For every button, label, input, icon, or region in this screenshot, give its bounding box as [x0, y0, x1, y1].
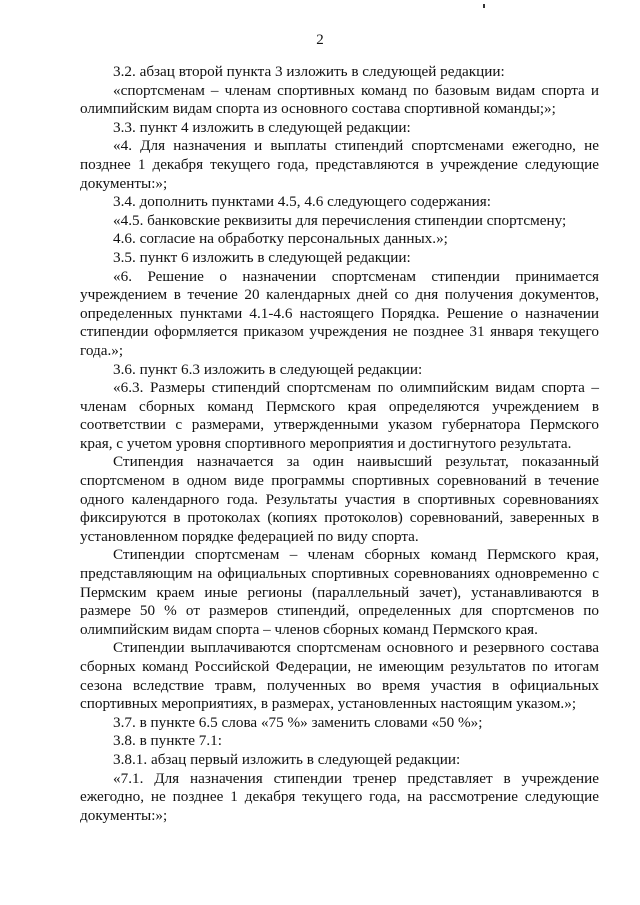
paragraph: 3.2. абзац второй пункта 3 изложить в следующей редакции: [113, 63, 505, 80]
paragraph: 3.5. пункт 6 изложить в следующей редакции: [113, 248, 411, 266]
paragraph: Стипендии выплачиваются спортсменам основного и резервного состава сборных команд Российской Федерации, не имеющим результатов по итогам сезона вследствие травм, полученных во время участия в официальных спортивных мероприятиях, в размерах, установленных настоящим указом.»; [80, 639, 599, 713]
paragraph: «6.3. Размеры стипендий спортсменам по олимпийским видам спорта – членам сборных команд Пермского края определяются учреждением в соответствии с размерами, утвержденными указом губернатора Пермского края, с учетом уровня спортивного мероприятия и достигнутого результата. [80, 379, 599, 452]
paragraph: 3.6. пункт 6.3 изложить в следующей редакции: [113, 360, 423, 378]
paragraph: Стипендия назначается за один наивысший результат, показанный спортсменом в одном виде программы спортивных соревнований в течение одного календарного года. Результаты участия в спортивных соревнованиях фиксируются в протоколах (копиях протоколов) соревнований, заверенных в установленном порядке федерацией по виду спорта. [80, 453, 599, 545]
paragraph: «6. Решение о назначении спортсменам стипендии принимается учреждением в течение 20 календарных дней со дня получения документов, определенных пунктами 4.1-4.6 настоящего Порядка. Решение о назначении стипендии оформляется приказом учреждения не позднее 31 января текущего года.»; [80, 267, 599, 359]
paragraph: «4. Для назначения и выплаты стипендий спортсменами ежегодно, не позднее 1 декабря текущего года, представляются в учреждение следующие документы:»; [80, 137, 599, 192]
page-number: 2 [316, 32, 324, 48]
paragraph: 3.8.1. абзац первый изложить в следующей редакции: [113, 750, 461, 768]
paragraph: 4.6. согласие на обработку персональных данных.»; [113, 230, 448, 248]
paragraph: 3.3. пункт 4 изложить в следующей редакции: [113, 118, 411, 136]
document-body [80, 63, 599, 825]
paragraph: 3.8. в пункте 7.1: [113, 732, 222, 750]
scan-mark [483, 4, 485, 8]
paragraph: «7.1. Для назначения стипендии тренер представляет в учреждение ежегодно, не позднее 1 декабря текущего года, на рассмотрение следующие документы:»; [80, 769, 599, 824]
paragraph: 3.4. дополнить пунктами 4.5, 4.6 следующего содержания: [113, 193, 491, 211]
paragraph: «4.5. банковские реквизиты для перечисления стипендии спортсмену; [113, 211, 567, 229]
paragraph: 3.7. в пункте 6.5 слова «75 %» заменить словами «50 %»; [113, 713, 483, 731]
paragraph: Стипендии спортсменам – членам сборных команд Пермского края, представляющим на официальных спортивных соревнованиях одновременно с Пермским краем иные регионы (параллельный зачет), устанавливаются в размере 50 % от размеров стипендий, определенных для спортсменов по олимпийским видам спорта – членов сборных команд Пермского края. [80, 546, 599, 638]
paragraph: «спортсменам – членам спортивных команд по базовым видам спорта и олимпийским видам спорта из основного состава спортивной команды;»; [80, 81, 599, 118]
